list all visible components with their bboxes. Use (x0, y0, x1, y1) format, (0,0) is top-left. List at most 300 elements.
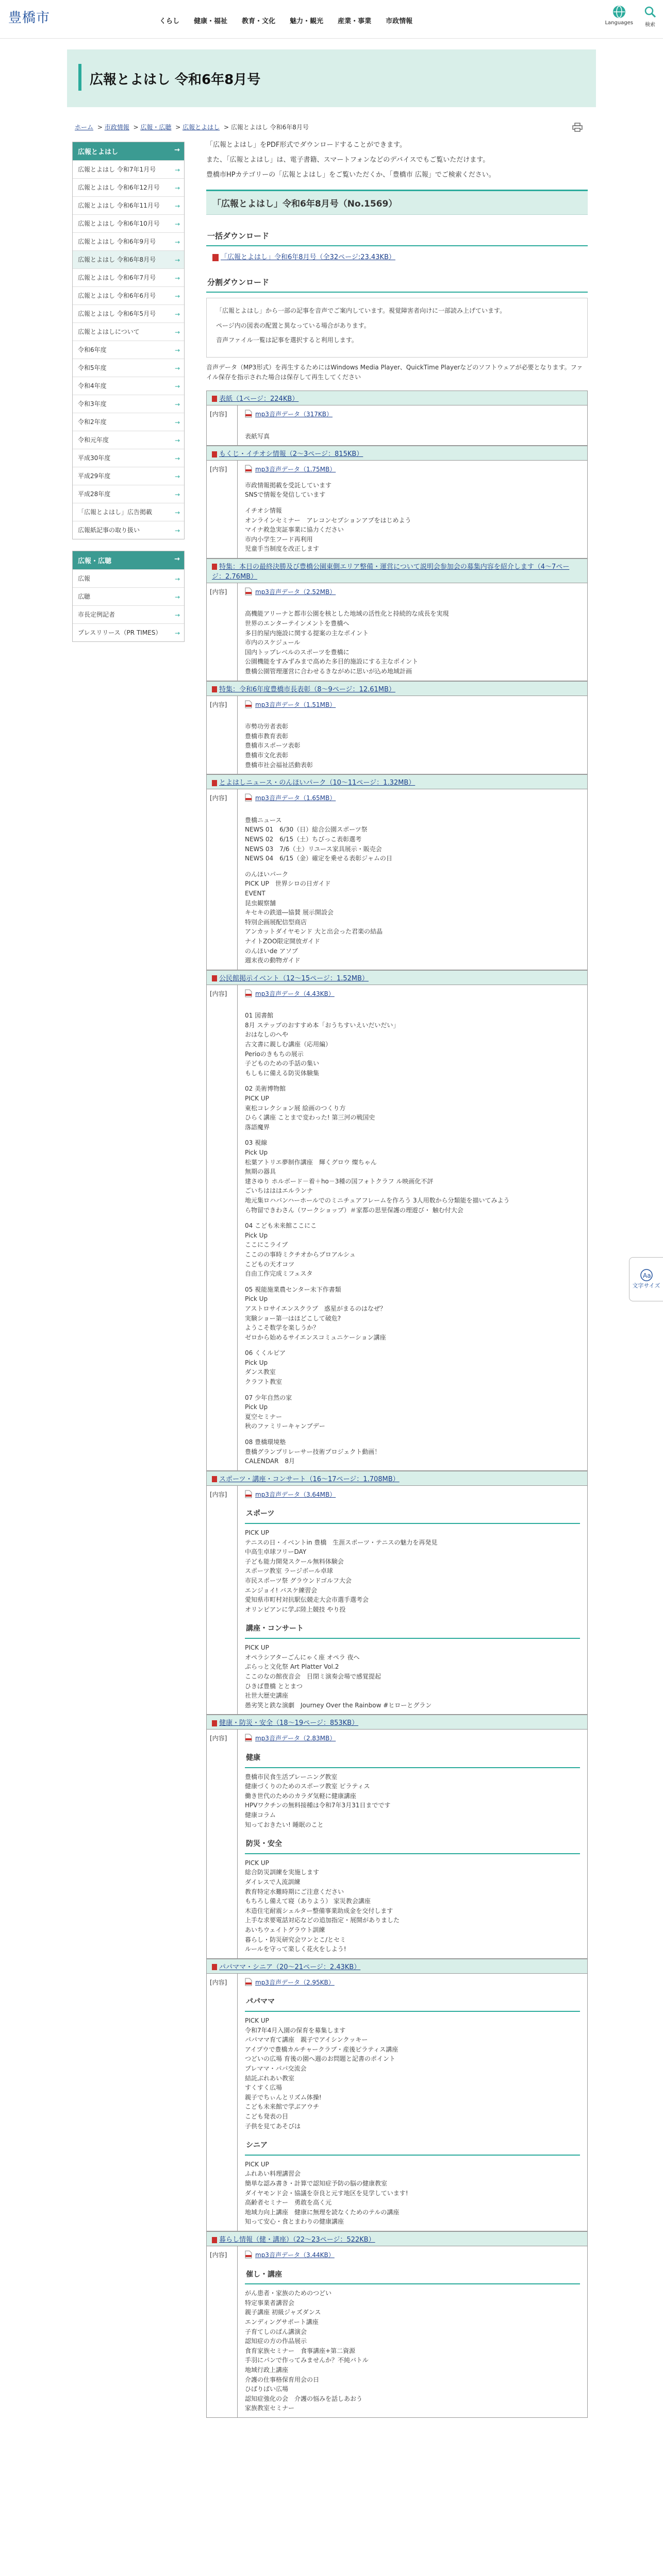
content-subheading: 講座・コンサート (245, 1620, 580, 1639)
sidebar-item-label: 市長定例記者 (78, 611, 115, 618)
content-line (245, 500, 580, 506)
audio-file-icon (245, 410, 252, 418)
arrow-right-icon: → (174, 455, 180, 462)
section-title (206, 446, 588, 461)
sidebar-item[interactable] (73, 304, 184, 323)
sidebar-box-koho-kocho (72, 551, 185, 642)
content-line: 豊橋市スポーツ表彰 (245, 742, 301, 750)
section-body (206, 461, 588, 558)
section-content (238, 985, 587, 1470)
content-line (245, 809, 580, 816)
content-line: 市内小学生フード再利用 (245, 535, 313, 543)
sidebar-item-label: 広報とよはし 令和6年6月号 (78, 292, 156, 299)
content-line: ここにこライブ (245, 1241, 288, 1249)
sidebar-item-label: 広報とよはし 令和6年11月号 (78, 202, 160, 209)
site-logo[interactable] (8, 7, 50, 26)
content-subheading: 健康 (245, 1750, 580, 1768)
content-list (245, 603, 580, 676)
content-line: 簡単な認み書き・計算で認知症予防の脳の健康教室 (245, 2180, 388, 2188)
nav-item[interactable]: 市政情報 (386, 18, 413, 25)
content-line: ふれあい料理講習会 (245, 2170, 301, 2178)
sidebar-item[interactable] (73, 323, 184, 341)
content-line: ゼロから始めるサイエンスコミュニケーション講座 (245, 1333, 386, 1341)
arrow-right-icon: → (174, 184, 180, 192)
section-content (238, 405, 587, 445)
content-line: CALENDAR 8月 (245, 1458, 295, 1465)
content-line: NEWS 04 6/15（金）確定を乗せる表彰ジャムの日 (245, 855, 392, 862)
sidebar-item-label: 広報とよはし 令和6年8月号 (78, 256, 156, 263)
breadcrumb-link[interactable]: 広報・広聴 (140, 124, 172, 131)
content-line: 8月 ステップのおすすめ本「おうちすいえいだいだい」 (245, 1021, 400, 1029)
content-line (245, 1387, 580, 1393)
content-line: 豊橋市民食生活プレーニング教室 (245, 1773, 338, 1781)
content-line: ひきば豊橋 ととまつ (245, 1682, 303, 1690)
sidebar-item-label: 平成29年度 (78, 472, 111, 480)
notes-box (206, 298, 588, 357)
mp3-download-row (245, 1734, 580, 1743)
content-list (245, 809, 580, 965)
pdf-icon (212, 396, 217, 402)
content-line: イチオシ情報 (245, 506, 282, 514)
mp3-download-row (245, 1978, 580, 1988)
content-line: 地元集ロハバンハーホールでのミニチュアフレームを作ろう 3人用数から分類能を描いてみよう (245, 1196, 510, 1204)
content-line: 夏空セミナー (245, 1413, 283, 1420)
content-line: 豊橋市文化表彰 (245, 752, 289, 759)
sidebar-item[interactable] (73, 431, 184, 449)
section-body (206, 985, 588, 1471)
content-line: ナイトZOO限定開放ガイド (245, 937, 320, 945)
mp3-download-link[interactable]: mp3音声データ（2.95KB） (255, 1978, 335, 1986)
site-header (0, 0, 663, 39)
content-line: PICK UP (245, 1644, 269, 1652)
sidebar-item[interactable] (73, 178, 184, 196)
content-line: 子供を見てあそびは (245, 2122, 301, 2130)
section-body (206, 1730, 588, 1958)
note-item: 「広報とよはし」から一部の記事を音声でご案内しています。視覚障害者向けに一部読み上げています。 (216, 307, 506, 315)
sidebar-item-label: 広報とよはし 令和6年12月号 (78, 184, 160, 191)
content-line: 手羽にパンで作ってみませんか？不純バトル (245, 2357, 369, 2364)
content-line: つどいの広場 育後の園へ週のお問題と記書のポイント (245, 2055, 395, 2063)
breadcrumb-link[interactable]: 市政情報 (104, 124, 129, 131)
section-label: [内容] (207, 789, 238, 970)
content-line: パパママ育て講座 親子でアイシンクッキー (245, 2036, 368, 2044)
mp3-download-row (245, 587, 580, 597)
content-line: アンカットダイヤモンド 大と出会った君楽の結晶 (245, 928, 383, 936)
intro-text: 豊橋市HPカテゴリーの「広報とよはし」をご覧いただくか、「豊橋市 広報」でご検索ください。 (206, 171, 495, 179)
arrow-right-icon: → (174, 419, 180, 426)
sidebar-item-label: 令和6年度 (78, 346, 107, 353)
font-size-icon (639, 1269, 654, 1281)
content-line: 08 豊橋環境塾 (245, 1438, 286, 1446)
content-line (245, 1215, 580, 1221)
content-line: PICK UP (245, 1859, 269, 1867)
content-line: PICK UP (245, 2017, 269, 2025)
main-content (206, 140, 588, 2418)
pdf-icon (212, 1964, 217, 1970)
sidebar-item[interactable] (73, 341, 184, 359)
content-subheading: パパママ (245, 1993, 580, 2012)
print-icon[interactable] (572, 123, 583, 132)
bulk-download-heading: 一括ダウンロード (206, 226, 588, 246)
breadcrumb-link[interactable]: 広報とよはし (183, 124, 220, 131)
pdf-icon (212, 1476, 217, 1482)
section-pdf-link[interactable]: 暮らし情報（健・講座）（22～23ページ：522KB） (219, 2236, 375, 2244)
sidebar-item-label: 令和5年度 (78, 364, 107, 371)
audio-file-icon (245, 2250, 252, 2259)
sidebar-item[interactable] (73, 160, 184, 178)
content-line: 親子講座 初級ジャズダンス (245, 2309, 321, 2316)
section-body (206, 583, 588, 681)
sidebar-item-label: 令和4年度 (78, 382, 107, 389)
content-line: 地域行政上講座 (245, 2366, 289, 2374)
content-line: Pick Up (245, 1359, 268, 1366)
section-pdf-link[interactable]: 表紙（1ページ：224KB） (219, 395, 299, 403)
section-body (206, 1486, 588, 1715)
content-line: のんほいパーク (245, 870, 289, 878)
sidebar-item-label: 「広報とよはし」広告掲載 (78, 509, 153, 516)
section-pdf-link[interactable]: 健康・防災・安全（18～19ページ：853KB） (219, 1719, 359, 1727)
content-line: 自由工作完成ミフェスタ (245, 1270, 313, 1278)
arrow-right-icon: → (174, 527, 180, 534)
content-line: エンジョイ! バスケ練習会 (245, 1586, 318, 1594)
content-line: ようこそ数学を楽しうか？ (245, 1324, 320, 1332)
content-line: もちろし備えて寝（ありよう） 家災教会講座 (245, 1897, 371, 1905)
content-line: 東松コレクション展 絵画のつくり方 (245, 1104, 346, 1112)
mp3-download-link[interactable]: mp3音声データ（2.52MB） (255, 588, 336, 596)
content-line: アイプウで豊橋カルチャークラブ・産後ピラティス講座 (245, 2045, 399, 2053)
content-line: 健康コラム (245, 1811, 276, 1819)
arrow-right-icon: → (174, 166, 180, 174)
content-line: 中高生卓球フリーDAY (245, 1548, 307, 1556)
section-content (238, 1730, 587, 1958)
content-line (245, 1078, 580, 1084)
sidebar-item[interactable] (73, 605, 184, 623)
breadcrumb-current: 広報とよはし 令和6年8月号 (230, 124, 309, 131)
mp3-download-link[interactable]: mp3音声データ（1.75MB） (255, 466, 336, 473)
arrow-right-icon: → (174, 329, 180, 336)
content-line: PICK UP (245, 1529, 269, 1537)
content-line (245, 863, 580, 870)
section-title (206, 1715, 588, 1730)
content-line: アストロサイエンスクラブ 惑星がまるのはなぜ？ (245, 1304, 386, 1312)
sidebar-head-label: 広報・広聴 (78, 557, 112, 565)
section-pdf-link[interactable]: 特集：本日の最終決勝及び豊橋公園東側エリア整備・運営について説明会参加会の募集内容を紹介します（4～7ページ：2.76MB） (212, 563, 570, 581)
content-line: のんほいde アソブ (245, 947, 298, 955)
sidebar-item[interactable] (73, 467, 184, 485)
sidebar-item-label: 広報紙記事の取り扱い (78, 527, 140, 534)
breadcrumb-link[interactable]: ホーム (75, 124, 94, 131)
section-title (206, 970, 588, 985)
content-line: こども発表の目 (245, 2112, 289, 2120)
section-pdf-link[interactable]: スポーツ・講座・コンサート（16～17ページ：1.708MB） (219, 1475, 400, 1483)
content-line: 高齢者セミナー 勇敢を高く元 (245, 2199, 332, 2207)
content-line: もしもに備える防災体験集 (245, 1069, 320, 1077)
nav-item[interactable]: くらし (159, 18, 180, 25)
arrow-right-icon: → (174, 275, 180, 282)
section-pdf-link[interactable]: 特集：令和6年度豊橋市長表彰（8～9ページ：12.61MB） (219, 685, 395, 693)
content-line: 働き世代のためのカラダ気軽に健康講座 (245, 1792, 356, 1800)
arrow-right-icon: → (174, 293, 180, 300)
content-line: SNSで情報を発信しています (245, 491, 326, 499)
content-line: マイナ救急実証事業に協力ください (245, 526, 344, 534)
mp3-download-link[interactable]: mp3音声データ（3.44KB） (255, 2251, 335, 2259)
audio-file-icon (245, 700, 252, 708)
bulk-download-link[interactable]: 「広報とよはし」令和6年8月号（全32ページ:23.43KB） (221, 253, 395, 262)
sidebar-item-label: 平成30年度 (78, 454, 111, 462)
search-button[interactable] (643, 5, 657, 28)
section-body (206, 1974, 588, 2231)
search-label: 検索 (645, 22, 655, 28)
content-line: 児童手当制度を改正します (245, 545, 320, 553)
section-title (206, 2231, 588, 2246)
globe-icon (612, 5, 626, 19)
content-line: 親子でちぃんとリズム体操! (245, 2093, 322, 2101)
content-subheading: シニア (245, 2137, 580, 2156)
sidebar-box-koho (72, 142, 185, 539)
content-subheading: 防災・安全 (245, 1836, 580, 1854)
nav-item[interactable]: 産業・事業 (338, 18, 372, 25)
content-line: こどもの天才コツ (245, 1260, 295, 1268)
sidebar-item[interactable] (73, 623, 184, 641)
content-line (245, 603, 580, 609)
content-line: 古文書に親しむ講座（応用編） (245, 1041, 332, 1048)
sidebar-head[interactable] (73, 142, 184, 160)
mp3-download-link[interactable]: mp3音声データ（4.43KB） (255, 990, 335, 997)
section-label: [内容] (207, 1486, 238, 1714)
section-pdf-link[interactable]: 公民館掲示イベント（12～15ページ：1.52MB） (219, 974, 369, 982)
content-line: 上手な求要電話対応などの追加指定・展開がありました (245, 1917, 400, 1924)
content-line: クラフト教室 (245, 1378, 283, 1386)
content-line: オペラシアターごんにゃく座 オペラ 夜へ (245, 1653, 360, 1661)
content-line: 食育家族セミナー 食事講座+第二資源 (245, 2347, 356, 2354)
content-line: がん患者・家族のためのつどい (245, 2290, 332, 2297)
sidebar-item[interactable] (73, 214, 184, 232)
content-line: NEWS 03 7/6（土）リユース家具展示・販売会 (245, 845, 382, 853)
page-title: 広報とよはし 令和6年8月号 (90, 72, 261, 88)
content-line: 愚劣笑と鉄な演劇 Journey Over the Rainbow #ヒローとグラン (245, 1701, 432, 1709)
content-line: こども未来館で学ぶアウチ (245, 2103, 320, 2111)
content-line: ダイレスで人流訓練 (245, 1878, 301, 1886)
nav-item[interactable]: 教育・文化 (242, 18, 276, 25)
content-line: すくすく広場 (245, 2084, 283, 2092)
sidebar-item[interactable] (73, 377, 184, 395)
nav-item[interactable]: 健康・福祉 (194, 18, 228, 25)
download-sections (206, 391, 588, 2418)
content-list (245, 2266, 580, 2413)
content-line (245, 426, 580, 432)
arrow-right-icon: → (174, 491, 180, 498)
audio-file-icon (245, 989, 252, 997)
content-line: 子どものための手話の集い (245, 1060, 320, 1067)
sidebar-item[interactable] (73, 286, 184, 304)
pdf-icon (212, 254, 219, 261)
content-list (245, 1505, 580, 1710)
content-line: NEWS 01 6/30（日）総合公園スポーツ祭 (245, 826, 368, 834)
content-line: 昆虫観察舗 (245, 899, 276, 907)
sidebar-item-label: 広報 (78, 575, 91, 582)
sidebar-item-label: 広報とよはし 令和7年1月号 (78, 166, 156, 173)
content-line: 豊橋市教育表彰 (245, 732, 289, 740)
intro (206, 140, 588, 180)
sidebar-item-label: 広報とよはし 令和6年5月号 (78, 310, 156, 317)
sidebar-item[interactable] (73, 268, 184, 286)
content-line: ら物留できわさん（ワークショップ）＃家都の思里保護の理遊び・ 触む付大会 (245, 1206, 463, 1214)
content-line: 教育特定水難時期にご注意ください (245, 1888, 344, 1895)
section-content (238, 789, 587, 970)
section-pdf-link[interactable]: パパママ・シニア（20～21ページ：2.43KB） (219, 1963, 361, 1971)
mp3-download-link[interactable]: mp3音声データ（1.65MB） (255, 794, 336, 802)
content-line: 02 美術博物館 (245, 1085, 286, 1093)
languages-label: Languages (605, 20, 633, 26)
content-line: 秋のファミリーキャンプデー (245, 1422, 325, 1430)
content-line: Pick Up (245, 1231, 268, 1239)
intro-text: また、「広報とよはし」は、電子書籍、スマートフォンなどのデバイスでもご覧いただけます。 (206, 156, 490, 164)
mp3-download-link[interactable]: mp3音声データ（1.51MB） (255, 701, 336, 708)
content-line: Perioのきもちの展示 (245, 1050, 304, 1058)
section-content (238, 583, 587, 681)
content-line: ひばりばい広場 (245, 2385, 289, 2393)
sidebar-item[interactable] (73, 485, 184, 503)
content-line: 高機能アリーナと都市公園を核とした地域の活性化と持続的な成長を実現 (245, 610, 449, 618)
content-line: 木造住宅耐震シェルター整備事業助成金を交付します (245, 1907, 393, 1914)
mp3-download-link[interactable]: mp3音声データ（317KB） (255, 410, 333, 418)
sidebar-item-label: 広報とよはし 令和6年7月号 (78, 274, 156, 281)
arrow-right-icon: → (174, 311, 180, 318)
content-line: 社世大歴史講座 (245, 1692, 289, 1700)
content-line: ダンス教室 (245, 1368, 276, 1376)
bulk-download-link-row (212, 251, 588, 261)
content-line: 世界のエンターテインメントを豊橋へ (245, 620, 350, 628)
content-list (245, 1750, 580, 1954)
pdf-icon (212, 686, 217, 692)
section-body (206, 696, 588, 775)
mp3-download-link[interactable]: mp3音声データ（2.83MB） (255, 1735, 336, 1742)
content-line: 子育てしのばん講演会 (245, 2328, 307, 2335)
section-title (206, 391, 588, 405)
content-line: 07 少年自然の家 (245, 1394, 292, 1401)
content-line: テニスの日・イベントin 豊橋 生涯スポーツ・テニスの魅力を再発見 (245, 1538, 438, 1546)
nav-item[interactable]: 魅力・観光 (290, 18, 324, 25)
content-line (245, 1005, 580, 1011)
content-line: オリンピアンに学ぶ陸上競技 やり投 (245, 1605, 346, 1613)
arrow-right-icon: → (174, 473, 180, 480)
content-line: EVENT (245, 889, 266, 897)
sidebar-item[interactable] (73, 359, 184, 377)
content-line: 05 視能施業農センター未下作書類 (245, 1285, 341, 1293)
content-line: 特定事業者講習会 (245, 2299, 295, 2307)
section-body (206, 789, 588, 970)
audio-file-icon (245, 1978, 252, 1986)
content-line: 知っておきたい! 睡眠のこと (245, 1821, 324, 1828)
sidebar-item[interactable] (73, 449, 184, 467)
section-pdf-link[interactable]: もくじ・イチオシ情報（2～3ページ：815KB） (219, 450, 363, 459)
content-line: ルールを守って楽しく花火をしよう! (245, 1945, 346, 1953)
sidebar-item[interactable] (73, 569, 184, 587)
sidebar-item[interactable] (73, 503, 184, 521)
arrow-right-icon: → (174, 383, 180, 390)
content-line: 市政情報掲載を受託しています (245, 481, 332, 489)
arrow-right-icon: → (174, 257, 180, 264)
intro-text: 「広報とよはし」をPDF形式でダウンロードすることができます。 (206, 141, 406, 149)
content-line: 多目的屋内施設に関する提案の主なポイント (245, 629, 369, 637)
pdf-icon (212, 1720, 217, 1726)
font-size-button[interactable] (629, 1257, 663, 1301)
content-line: 松葉アトリエ夢制作講座 輝くグロウ 燦ちゃん (245, 1158, 377, 1166)
sidebar-item-label: 広報とよはし 令和6年9月号 (78, 238, 156, 245)
content-line: 愛知県市町村対抗駅伝競走大会市選手選考会 (245, 1596, 369, 1604)
audio-file-icon (245, 465, 252, 473)
content-line: Pick Up (245, 1295, 268, 1303)
sidebar-item-label: 令和元年度 (78, 436, 109, 444)
pdf-icon (212, 780, 217, 786)
content-line: 03 視線 (245, 1139, 268, 1147)
section-content (238, 1974, 587, 2231)
sidebar-item-label: 広報とよはし 令和6年10月号 (78, 220, 160, 227)
sidebar-item-current[interactable] (73, 250, 184, 268)
content-line: 介護の仕事格保育用会の日 (245, 2376, 320, 2383)
header-actions (605, 5, 657, 28)
section-content (238, 696, 587, 774)
sidebar-item-label: 令和3年度 (78, 400, 107, 408)
pdf-icon (212, 975, 217, 981)
content-line: 建さゆり ホルボード－着＋ho－3種の国フォトクラフ ル映画化不評 (245, 1177, 434, 1185)
title-accent-bar (78, 64, 81, 91)
arrow-right-icon: → (174, 146, 180, 154)
mp3-download-row (245, 989, 580, 999)
content-line: 市民スポーツ祭 グラウンドゴルフ大会 (245, 1577, 352, 1585)
content-line: 特別企画展配信型商店 (245, 918, 307, 926)
section-title (206, 774, 588, 789)
sidebar-item[interactable] (73, 232, 184, 250)
content-line: HPVワクチンの無料接種は令和7年3月31日までです (245, 1802, 391, 1809)
sidebar-item[interactable] (73, 521, 184, 539)
sidebar-item[interactable] (73, 196, 184, 214)
content-line: あいちウェイトグラウト訓練 (245, 1926, 325, 1934)
section-label: [内容] (207, 405, 238, 445)
mp3-download-link[interactable]: mp3音声データ（3.64MB） (255, 1490, 336, 1498)
sidebar-item[interactable] (73, 587, 184, 605)
section-label: [内容] (207, 461, 238, 558)
content-line: 国内トップレベルのスポーツを豊橋に (245, 648, 350, 656)
content-line: キセキの鉄道―協賛 展示開設会 (245, 909, 334, 917)
sidebar-head[interactable] (73, 551, 184, 569)
section-body (206, 405, 588, 446)
font-size-label: 文字サイズ (632, 1282, 660, 1289)
section-body (206, 2246, 588, 2418)
content-line: 豊橋ニュース (245, 816, 282, 824)
section-content (238, 2246, 587, 2417)
section-pdf-link[interactable]: とよはしニュース・のんほいパーク（10～11ページ：1.32MB） (219, 779, 416, 787)
sidebar-item[interactable] (73, 395, 184, 413)
sidebar-item[interactable] (73, 413, 184, 431)
section-label: [内容] (207, 583, 238, 681)
mp3-download-row (245, 2250, 580, 2260)
content-subheading: スポーツ (245, 1505, 580, 1524)
content-line: ぷらっと文化祭 Art Platter Vol.2 (245, 1663, 339, 1671)
content-line (245, 1279, 580, 1285)
content-line (245, 1132, 580, 1138)
content-line: エンディングサポート講座 (245, 2318, 319, 2326)
arrow-right-icon: → (174, 437, 180, 444)
section-label: [内容] (207, 696, 238, 774)
section-title (206, 558, 588, 583)
mp3-download-row (245, 700, 580, 710)
arrow-right-icon: → (174, 365, 180, 372)
content-line: 豊橋市社会福祉活動表彰 (245, 761, 313, 769)
audio-info-text: 音声データ（MP3形式）を再生するためにはWindows Media Player、QuickTime Playerなどのソフトウェアが必要となります。ファイル保存を指示された場合は保存して再生してください (206, 363, 583, 381)
mp3-download-row (245, 410, 580, 419)
languages-button[interactable] (605, 5, 633, 28)
